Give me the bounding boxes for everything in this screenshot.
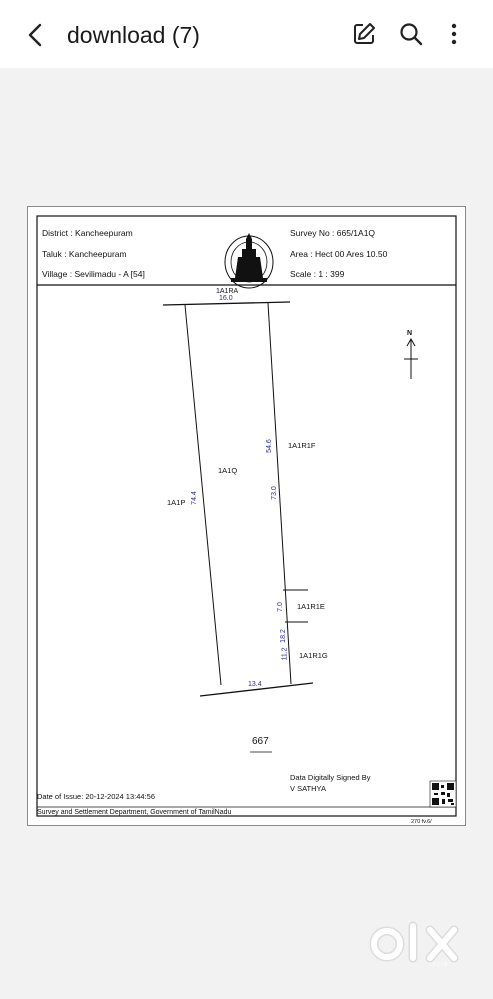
signed-by-label: Data Digitally Signed By bbox=[290, 773, 371, 782]
search-icon[interactable] bbox=[397, 20, 425, 48]
government-seal-icon bbox=[225, 233, 273, 288]
map-drawing bbox=[28, 207, 467, 827]
document-page[interactable] bbox=[27, 206, 466, 826]
bottom-survey-number: 667 bbox=[252, 736, 269, 747]
district-label: District : Kancheepuram bbox=[42, 228, 133, 238]
top-parcel-label: 1A1RA bbox=[216, 288, 239, 295]
olx-logo-icon bbox=[368, 920, 468, 970]
department-label: Survey and Settlement Department, Government of TamilNadu bbox=[37, 809, 232, 816]
edit-icon[interactable] bbox=[350, 20, 378, 48]
top-measure: 16.0 bbox=[219, 295, 233, 302]
scale-label: Scale : 1 : 399 bbox=[290, 269, 345, 279]
right-measure-2: 73.0 bbox=[270, 486, 278, 500]
right-measure-5: 11.2 bbox=[281, 647, 289, 661]
olx-watermark bbox=[368, 920, 468, 970]
left-parcel-label: 1A1P bbox=[167, 498, 186, 507]
olx-logo-text bbox=[368, 920, 369, 921]
center-parcel-label: 1A1Q bbox=[218, 466, 238, 475]
date-of-issue: Date of Issue: 20-12-2024 13:44:56 bbox=[37, 792, 156, 801]
north-label: N bbox=[407, 330, 413, 337]
more-vert-icon[interactable] bbox=[440, 20, 468, 48]
survey-no-label: Survey No : 665/1A1Q bbox=[290, 228, 376, 238]
taluk-label: Taluk : Kancheepuram bbox=[42, 249, 127, 259]
page-reference: 270 fv.6/ bbox=[411, 819, 432, 825]
right-measure-1: 54.6 bbox=[265, 439, 273, 453]
village-label: Village : Sevilimadu - A [54] bbox=[42, 269, 145, 279]
right-measure-4: 18.2 bbox=[279, 629, 287, 643]
right-measure-3: 7.0 bbox=[276, 602, 284, 612]
olx-india-label: INDIA bbox=[430, 962, 449, 968]
area-label: Area : Hect 00 Ares 10.50 bbox=[290, 249, 388, 259]
right-mid-parcel-label: 1A1R1E bbox=[297, 602, 325, 611]
bottom-measure: 13.4 bbox=[248, 681, 262, 688]
back-arrow-icon[interactable] bbox=[22, 20, 52, 50]
document-title: download (7) bbox=[67, 22, 200, 48]
right-lower-parcel-label: 1A1R1G bbox=[299, 651, 328, 660]
signed-by-name: V SATHYA bbox=[290, 784, 326, 793]
qr-code bbox=[430, 781, 456, 807]
app-bar bbox=[0, 0, 493, 68]
left-measure: 74.4 bbox=[190, 491, 198, 505]
right-upper-parcel-label: 1A1R1F bbox=[288, 441, 316, 450]
